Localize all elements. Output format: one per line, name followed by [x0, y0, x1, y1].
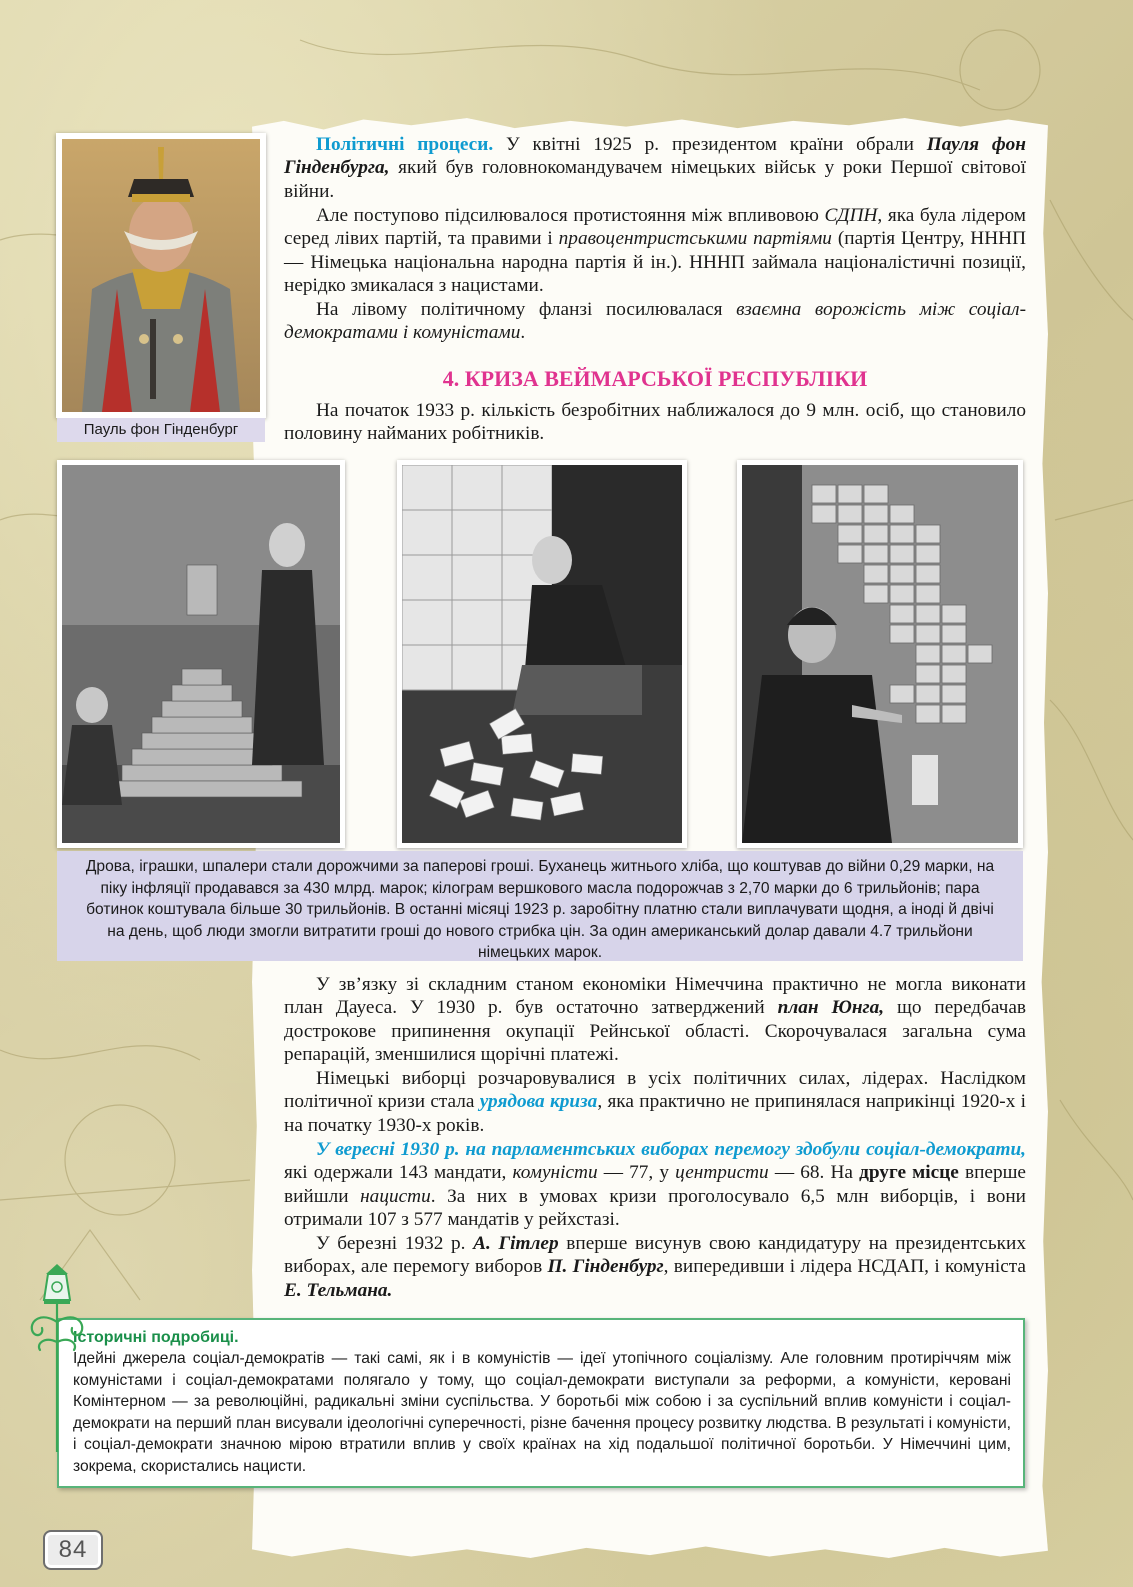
term-government-crisis: урядова криза	[479, 1091, 598, 1113]
paragraph-unemployment: На початок 1933 р. кількість безробітних наближалося до 9 млн. осіб, що становило половину найманих робітників.	[284, 400, 1026, 445]
name-hitler: А. Гітлер	[473, 1233, 559, 1254]
paragraph-government-crisis	[284, 1067, 1026, 1137]
paragraph-confrontation	[284, 204, 1026, 298]
paragraph-young-plan	[284, 973, 1026, 1067]
text-span: вперше вийшли	[284, 1162, 1026, 1207]
section-heading: 4. КРИЗА ВЕЙМАРСЬКОЇ РЕСПУБЛІКИ	[442, 366, 868, 391]
photo-woman-burning-money	[397, 460, 687, 848]
text-span: що передбачав дострокове припинення окупації Рейнської області. Скорочувалася загальна сума репарацій, зменшилися щорічні платежі.	[284, 997, 1027, 1066]
text-span: У квітні 1925 р. президентом країни обрали	[493, 134, 927, 155]
name-thaelmann: Е. Тельмана.	[284, 1279, 393, 1301]
portrait-hindenburg	[56, 133, 266, 418]
text-span: вперше висунув свою кандидатуру на президентських виборах, але перемогу виборов	[284, 1233, 1026, 1278]
text-span: (партія Центру, НННП — Німецька національна народна партія й ін.). НННП займала націоналістичні позиції, нерідко змикалася з нацистами.	[284, 228, 1027, 297]
historical-details-text: Ідейні джерела соціал-демократів — такі самі, як і в комуністів — ідеї утопічного соціалізму. Але головним протиріччям між комуністами і соціал-демократами полягало у тому, що соціал-демократи виступали за реформи, а комуністи, керовані Комінтерном — за революційні, радикальні зміни суспільства. У боротьбі між собою і за суспільний вплив комуністи і соціал-демократи на перший план висували ідеологічні суперечності, різне бачення процесу розвитку людства. В результаті і комуністи, і соціал-демократи значною мірою втратили вплив у своїх країнах на хід подальшої політичної боротьби. У Німеччині цим, зокрема, скористались нацисти.	[73, 1350, 1011, 1475]
lead-political-processes: Політичні процеси.	[316, 134, 494, 155]
text-span: Але поступово підсилювалося протистояння між впливовою	[316, 205, 825, 226]
text-span: У березні 1932 р.	[316, 1233, 474, 1254]
historical-details-box	[57, 1318, 1025, 1488]
name-hindenburg: Пауля фон Гінденбурга,	[284, 134, 1027, 179]
text-span: У зв’язку зі складним станом економіки Німеччина практично не могла виконати план Дауеса. У 1930 р. був остаточно затверджений	[284, 974, 1026, 1019]
page-number: 84	[43, 1530, 103, 1570]
term-second-place: друге місце	[859, 1162, 959, 1184]
photo-man-wallpaper-money	[737, 460, 1023, 848]
text-span: — 68. На	[768, 1162, 860, 1184]
paragraph-political-processes	[284, 133, 1026, 203]
portrait-caption: Пауль фон Гінденбург	[57, 418, 265, 442]
text-span: який був головнокомандувачем німецьких військ у роки Першої світової війни.	[284, 157, 1026, 202]
text-span: — 77, у	[597, 1162, 676, 1184]
term-centrists: центристи	[675, 1162, 769, 1184]
paragraph-elections-1932	[284, 1232, 1026, 1302]
term-young-plan: план Юнга,	[777, 997, 885, 1019]
photo-children-money-blocks	[57, 460, 345, 848]
photo-image	[742, 465, 1018, 843]
text-span: , яка практично не припинялася наприкінці 1920-х і на початку 1930-х років.	[284, 1091, 1026, 1136]
text-span: , яка була лідером серед лівих партій, та правими і	[284, 205, 1026, 250]
paragraph-left-flank	[284, 298, 1026, 345]
text-span: На лівому політичному фланзі посилювалася	[316, 299, 737, 320]
photo-image	[62, 465, 340, 843]
term-sdpn: СДПН	[824, 205, 878, 226]
highlight-elections-1930: У вересні 1930 р. на парламентських виборах перемогу здобули соціал-демократи,	[316, 1139, 1026, 1160]
text-span: які одержали 143 мандати,	[284, 1162, 513, 1184]
photo-image	[402, 465, 682, 843]
text-span: .	[520, 322, 526, 344]
text-span: . За них в умовах кризи проголосувало 6,5 млн виборців, і вони отримали 107 з 577 мандатів у рейхстазі.	[284, 1185, 1026, 1231]
historical-details-title: Історичні подробиці.	[73, 1329, 239, 1346]
street-lamp-icon	[22, 1262, 92, 1452]
photos-caption: Дрова, іграшки, шпалери стали дорожчими за паперові гроші. Буханець житнього хліба, що коштував до війни 0,29 марки, на піку інфляції продавався за 430 млрд. марок; кілограм вершкового масла подорожчав з 2,70 марки до 6 трильйонів; пара ботинок коштувала більше 30 трильйонів. В останні місяці 1923 р. заробітну платню стали виплачувати щодня, а іноді й двічі на день, щоб люди змогли витратити гроші до нового стрибка цін. За один американський долар давали 4.7 трильйони німецьких марок.	[57, 851, 1023, 961]
term-communists: комуністи	[512, 1162, 598, 1184]
text-span: , випередивши і лідера НСДАП, і комуніста	[663, 1256, 1026, 1278]
term-right-center: правоцентристськими партіями	[558, 228, 832, 250]
text-span: Німецькі виборці розчаровувалися в усіх політичних силах, лідерах. Наслідком політичної кризи стала	[284, 1068, 1026, 1113]
term-nazis: нацисти	[360, 1185, 431, 1207]
portrait-image	[62, 139, 260, 412]
name-hindenburg-short: П. Гінденбург	[547, 1256, 664, 1278]
term-mutual-hostility: взаємна ворожість між соціал-демократами і комуністами	[284, 299, 1026, 344]
paragraph-elections-1930	[284, 1138, 1026, 1232]
